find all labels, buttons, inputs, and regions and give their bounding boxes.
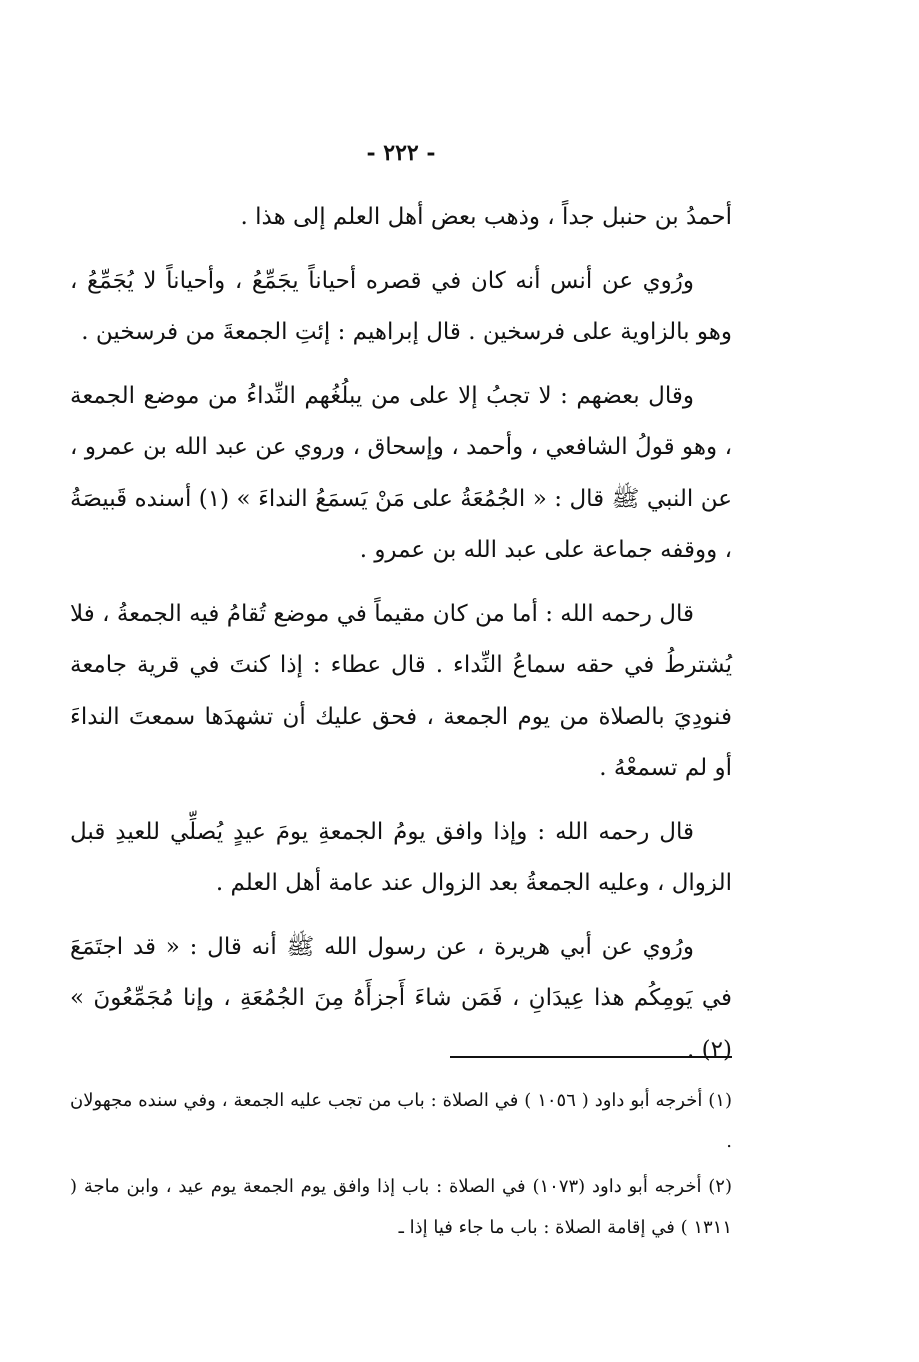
paragraph-3: وقال بعضهم : لا تجبُ إلا على من يبلُغُهم النِّداءُ من موضع الجمعة ، وهو قولُ الشافعي ، وأحمد ، وإسحاق ، وروي عن عبد الله بن عمرو ، عن النبي ﷺ قال : « الجُمُعَةُ على مَنْ يَسمَعُ النداءَ » (١) أسنده قَبيصَةُ ، ووقفه جماعة على عبد الله بن عمرو .	[70, 382, 732, 563]
footnote-divider	[450, 1056, 732, 1058]
paragraph-1: أحمدُ بن حنبل جداً ، وذهب بعض أهل العلم إلى هذا .	[240, 204, 732, 230]
paragraph-5: قال رحمه الله : وإذا وافق يومُ الجمعةِ يومَ عيدٍ يُصلِّي للعيدِ قبل الزوال ، وعليه الجمعةُ بعد الزوال عند عامة أهل العلم .	[70, 818, 732, 896]
footnotes	[70, 1080, 732, 1252]
footnote-1: (١) أخرجه أبو داود ( ١٠٥٦ ) في الصلاة : باب من تجب عليه الجمعة ، وفي سنده مجهولان .	[70, 1090, 732, 1152]
paragraph-4: قال رحمه الله : أما من كان مقيماً في موضع تُقامُ فيه الجمعةُ ، فلا يُشترطُ في حقه سماعُ النِّداء . قال عطاء : إذا كنتَ في قرية جامعة فنودِيَ بالصلاة من يوم الجمعة ، فحق عليك أن تشهدَها سمعتَ النداءَ أو لم تسمعْهُ .	[70, 600, 732, 781]
paragraph-6: ورُوي عن أبي هريرة ، عن رسول الله ﷺ أنه قال : « قد اجتَمَعَ في يَومِكُم هذا عِيدَانِ ، فَمَن شاءَ أَجزأَهُ مِنَ الجُمُعَةِ ، وإنا مُجَمِّعُونَ » (٢) .	[70, 933, 732, 1063]
page-number: - ٢٢٢ -	[366, 140, 436, 166]
paragraph-2: ورُوي عن أنس أنه كان في قصره أحياناً يجَمِّعُ ، وأحياناً لا يُجَمِّعُ ، وهو بالزاوية على فرسخين . قال إبراهيم : إئتِ الجمعةَ من فرسخين .	[70, 267, 732, 345]
main-text	[70, 192, 732, 1088]
footnote-2: (٢) أخرجه أبو داود (١٠٧٣) في الصلاة : باب إذا وافق يوم الجمعة يوم عيد ، وابن ماجة ( ١٣١١ ) في إقامة الصلاة : باب ما جاء فيا إذا ـ	[70, 1176, 732, 1238]
book-page	[70, 0, 732, 1362]
